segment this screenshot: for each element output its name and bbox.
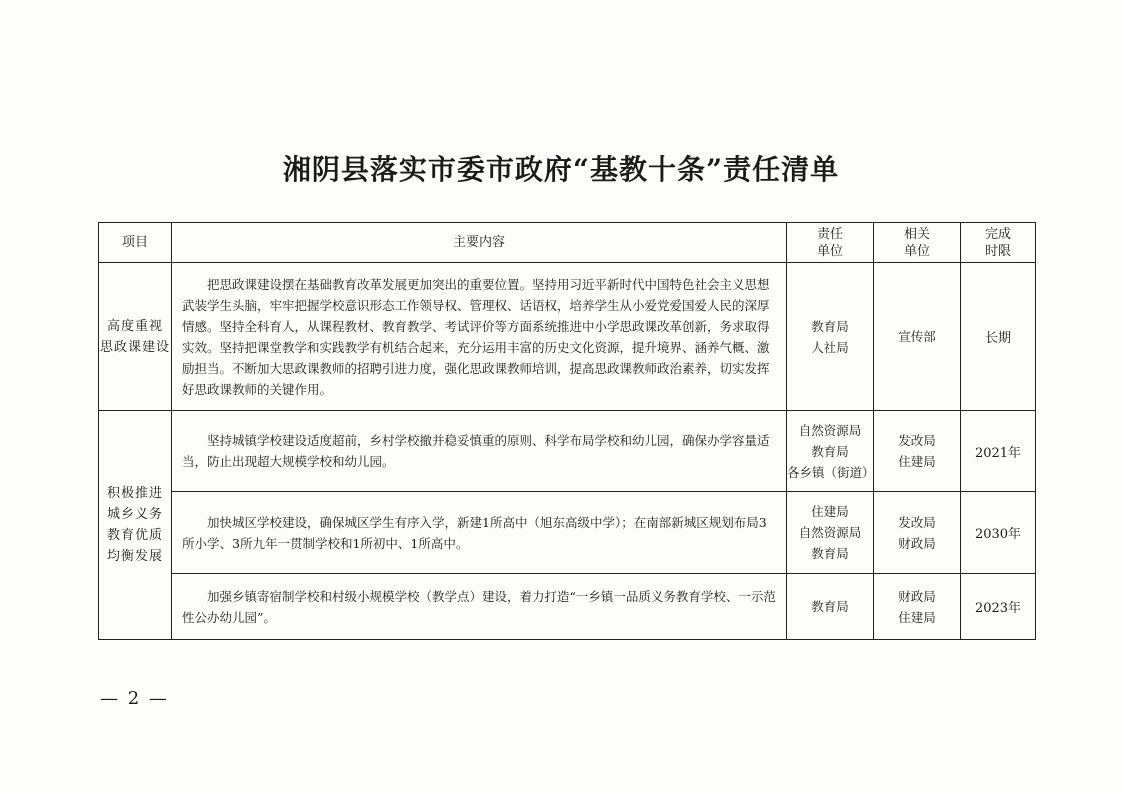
related-cell [874,492,961,574]
responsible-unit: 自然资源局 [798,422,862,438]
project-line: 高度重视 [106,318,163,334]
responsible-cell [787,492,874,574]
project-cell [99,263,172,411]
header-related-line2: 单位 [903,243,930,259]
related-cell [874,263,961,411]
responsible-cell [787,411,874,492]
header-responsible-unit [787,223,874,263]
header-deadline-line1: 完成 [984,226,1011,242]
project-line: 教育优质 [106,528,163,543]
content-cell [172,492,787,574]
responsible-cell [787,263,874,411]
responsible-unit: 教育局 [811,599,849,614]
table-header-row [99,223,1036,263]
header-project: 项目 [99,223,172,263]
project-line: 均衡发展 [106,549,163,564]
content-text: 坚持城镇学校建设适度超前，乡村学校撤并稳妥慎重的原则、科学布局学校和幼儿园，确保办学容量适当，防止出现超大规模学校和幼儿园。 [182,433,770,469]
page-number: — 2 — [100,688,169,709]
responsible-unit: 教育局 [811,443,849,459]
content-cell [172,263,787,411]
table-row [99,574,1036,640]
related-unit: 住建局 [898,454,936,469]
related-unit: 住建局 [898,609,936,625]
project-line: 思政课建设 [99,339,170,355]
related-cell [874,574,961,640]
document-title: 湘阴县落实市委市政府“基教十条”责任清单 [282,153,840,186]
deadline-cell: 长期 [961,263,1036,411]
deadline-cell: 2021年 [961,411,1036,492]
header-content: 主要内容 [172,223,787,263]
related-unit: 财政局 [898,535,936,551]
content-cell [172,574,787,640]
related-unit: 发改局 [898,433,936,448]
responsible-unit: 人社局 [811,339,849,355]
header-related-unit [874,223,961,263]
content-text: 加快城区学校建设，确保城区学生有序入学，新建1所高中（旭东高级中学）；在南部新城区规划布局3所小学、3所九年一贯制学校和1所初中、1所高中。 [182,514,767,551]
deadline-cell: 2030年 [961,492,1036,574]
header-related-line1: 相关 [903,226,930,242]
responsible-cell [787,574,874,640]
project-line: 积极推进 [106,486,163,501]
responsible-unit: 教育局 [811,546,849,561]
responsibility-table [98,222,1036,640]
content-text: 把思政课建设摆在基础教育改革发展更加突出的重要位置。坚持用习近平新时代中国特色社会主义思想武装学生头脑，牢牢把握学校意识形态工作领导权、管理权、话语权，培养学生从小爱党爱国爱人民的深厚情感。坚持全科育人，从课程教材、教育教学、考试评价等方面系统推进中小学思政课改革创新，务求取得实效。坚持把课堂教学和实践教学有机结合起来，充分运用丰富的历史文化资源，提升境界、涵养气概、激励担当。不断加大思政课教师的招聘引进力度，强化思政课教师培训，提高思政课教师政治素养，切实发挥好思政课教师的关键作用。 [182,276,770,397]
related-unit: 宣传部 [898,329,936,344]
project-cell [99,411,172,640]
deadline-cell: 2023年 [961,574,1036,640]
header-deadline [961,223,1036,263]
related-unit: 发改局 [898,514,936,530]
related-cell [874,411,961,492]
header-responsible-line2: 单位 [816,243,843,259]
table-row [99,492,1036,574]
table-row [99,263,1036,411]
content-text: 加强乡镇寄宿制学校和村级小规模学校（教学点）建设，着力打造“一乡镇一品质义务教育学校、一示范性公办幼儿园”。 [182,588,776,625]
related-unit: 财政局 [898,588,936,604]
header-deadline-line2: 时限 [984,243,1011,259]
header-responsible-line1: 责任 [816,226,843,242]
responsible-unit: 自然资源局 [798,525,862,540]
responsible-unit: 各乡镇（街道） [787,464,875,480]
content-cell [172,411,787,492]
table-row [99,411,1036,492]
responsible-unit: 教育局 [811,318,849,334]
project-line: 城乡义务 [106,507,163,522]
responsible-unit: 住建局 [811,504,849,519]
